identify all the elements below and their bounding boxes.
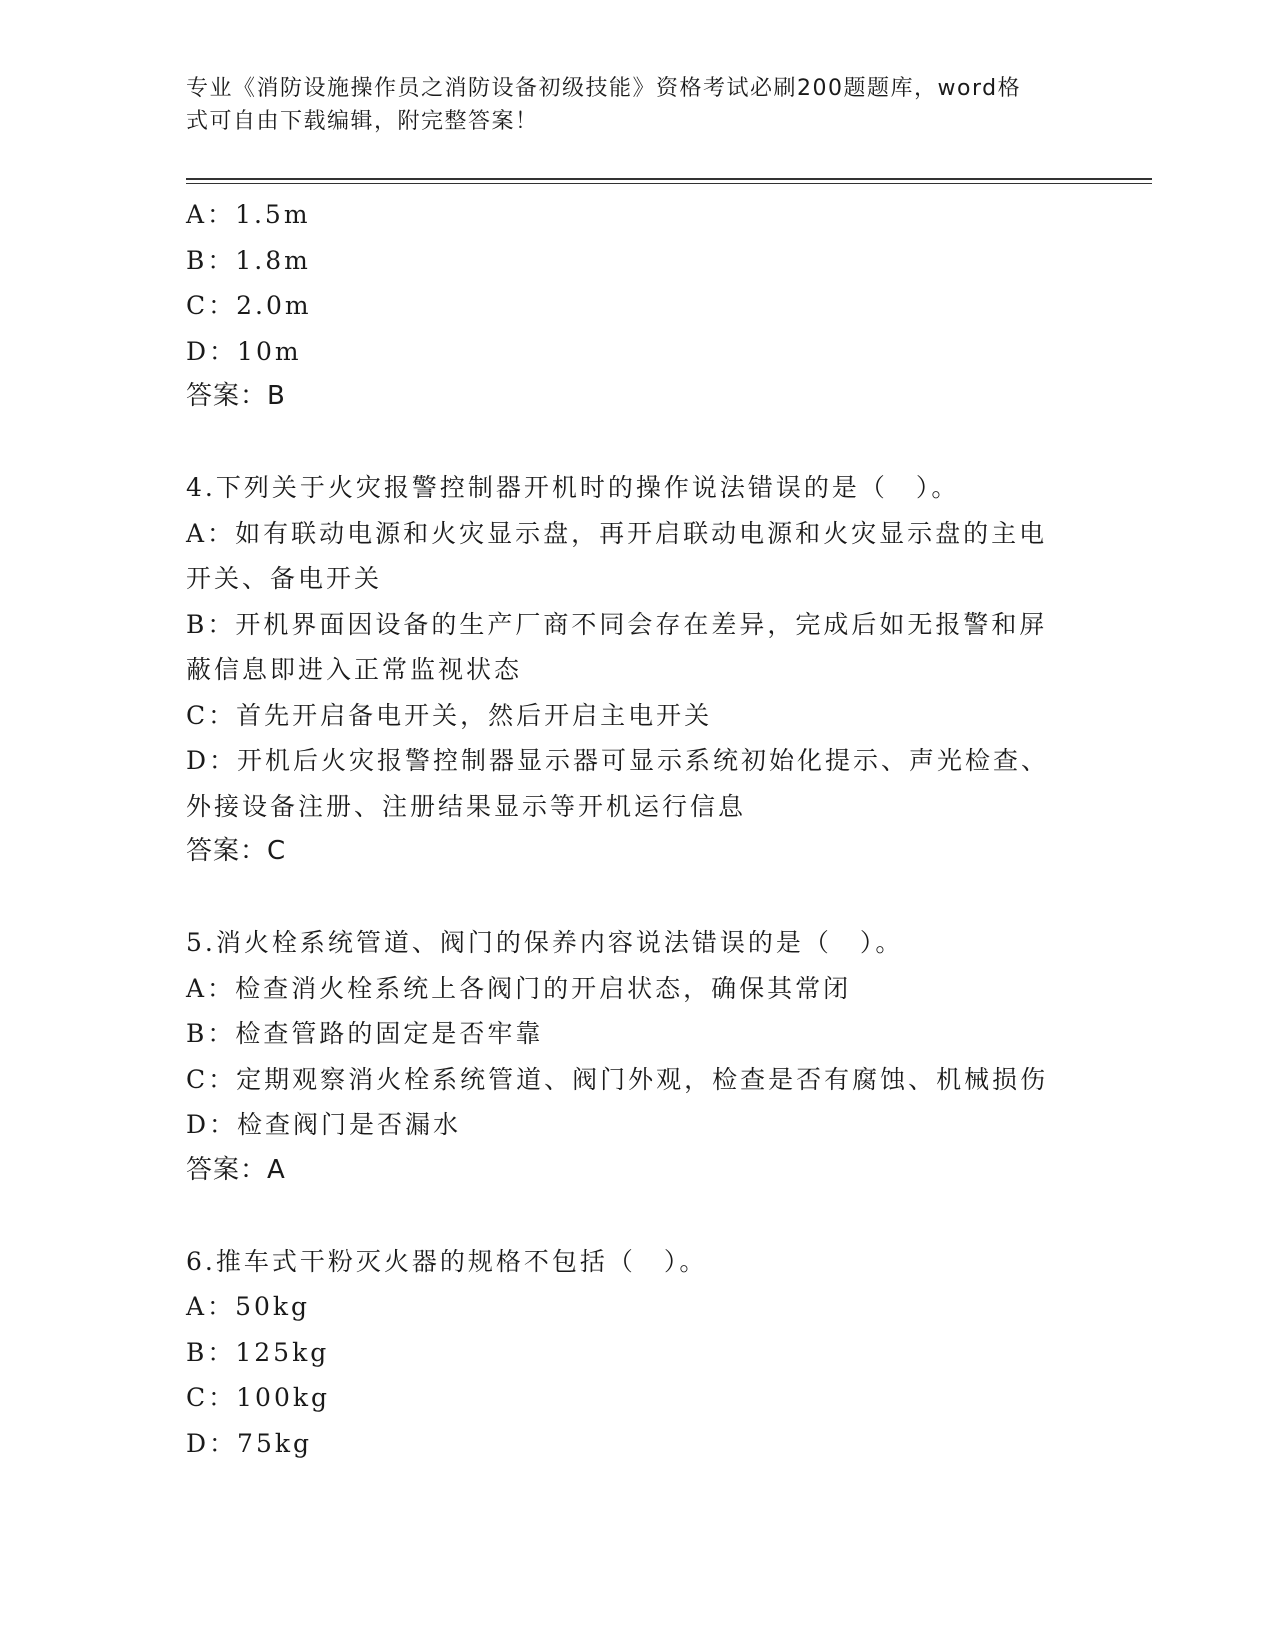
option-text: 125kg bbox=[235, 1337, 330, 1367]
option-letter: D： bbox=[186, 1110, 238, 1139]
question-4-answer: 答案：C bbox=[186, 836, 287, 866]
header-divider-thin bbox=[186, 183, 1152, 184]
option-letter: C： bbox=[186, 1383, 237, 1412]
document-header bbox=[186, 72, 1066, 138]
option-letter: B： bbox=[186, 609, 236, 639]
option-a bbox=[186, 1284, 1086, 1330]
option-letter: A： bbox=[186, 200, 236, 229]
option-letter: A： bbox=[186, 973, 236, 1003]
option-d-continued: 外接设备注册、注册结果显示等开机运行信息 bbox=[186, 791, 747, 821]
option-c bbox=[186, 283, 1086, 329]
option-text: 10m bbox=[237, 336, 302, 366]
header-line-1: 专业《消防设施操作员之消防设备初级技能》资格考试必刷200题题库，word格 bbox=[186, 76, 1022, 101]
option-a bbox=[186, 966, 1086, 1012]
option-c bbox=[186, 1375, 1086, 1421]
option-text: 2.0m bbox=[236, 291, 312, 320]
option-letter: C： bbox=[186, 291, 237, 320]
option-a bbox=[186, 192, 1086, 238]
option-letter: B： bbox=[186, 245, 236, 275]
option-b bbox=[186, 602, 1086, 648]
option-letter: C： bbox=[186, 700, 237, 730]
option-text: 首先开启备电开关，然后开启主电开关 bbox=[236, 700, 713, 730]
option-b bbox=[186, 1011, 1086, 1057]
question-5-answer: 答案：A bbox=[186, 1154, 286, 1185]
option-text: 检查管路的固定是否牢靠 bbox=[235, 1019, 544, 1048]
question-3-options bbox=[186, 192, 1086, 374]
option-text: 开机后火灾报警控制器显示器可显示系统初始化提示、声光检查、 bbox=[237, 746, 1050, 775]
option-c bbox=[186, 693, 1086, 739]
option-text: 1.8m bbox=[235, 245, 311, 275]
option-text: 开机界面因设备的生产厂商不同会存在差异，完成后如无报警和屏 bbox=[235, 609, 1048, 639]
option-text: 定期观察消火栓系统管道、阀门外观，检查是否有腐蚀、机械损伤 bbox=[236, 1064, 1049, 1094]
option-d bbox=[186, 329, 1086, 375]
option-letter: B： bbox=[186, 1337, 236, 1367]
option-a bbox=[186, 511, 1086, 557]
option-letter: D： bbox=[186, 746, 238, 775]
option-letter: C： bbox=[186, 1064, 237, 1094]
question-6-stem: 6.推车式干粉灭火器的规格不包括（ ）。 bbox=[186, 1246, 708, 1276]
header-divider-thick bbox=[186, 178, 1152, 180]
question-3-answer: 答案：B bbox=[186, 381, 286, 411]
option-d bbox=[186, 1421, 1086, 1467]
option-b-continued: 蔽信息即进入正常监视状态 bbox=[186, 655, 523, 684]
option-text: 50kg bbox=[235, 1292, 311, 1321]
option-text: 1.5m bbox=[235, 200, 311, 229]
option-text: 检查消火栓系统上各阀门的开启状态，确保其常闭 bbox=[235, 973, 852, 1003]
option-b bbox=[186, 238, 1086, 284]
question-4-stem: 4.下列关于火灾报警控制器开机时的操作说法错误的是（ ）。 bbox=[186, 473, 960, 502]
option-c bbox=[186, 1057, 1086, 1103]
header-line-2: 式可自由下载编辑，附完整答案！ bbox=[186, 109, 539, 134]
option-a-continued: 开关、备电开关 bbox=[186, 564, 383, 593]
option-letter: D： bbox=[186, 336, 238, 366]
option-letter: B： bbox=[186, 1019, 236, 1048]
option-text: 100kg bbox=[236, 1383, 331, 1412]
option-b bbox=[186, 1330, 1086, 1376]
question-list bbox=[186, 192, 1086, 1466]
question-5-stem: 5.消火栓系统管道、阀门的保养内容说法错误的是（ ）。 bbox=[186, 928, 904, 957]
option-text: 检查阀门是否漏水 bbox=[237, 1110, 462, 1139]
option-letter: A： bbox=[186, 518, 236, 548]
option-d bbox=[186, 1102, 1086, 1148]
option-text: 75kg bbox=[237, 1428, 313, 1458]
option-text: 如有联动电源和火灾显示盘，再开启联动电源和火灾显示盘的主电 bbox=[235, 518, 1048, 548]
option-letter: A： bbox=[186, 1292, 236, 1321]
option-letter: D： bbox=[186, 1428, 238, 1458]
option-d bbox=[186, 738, 1086, 784]
